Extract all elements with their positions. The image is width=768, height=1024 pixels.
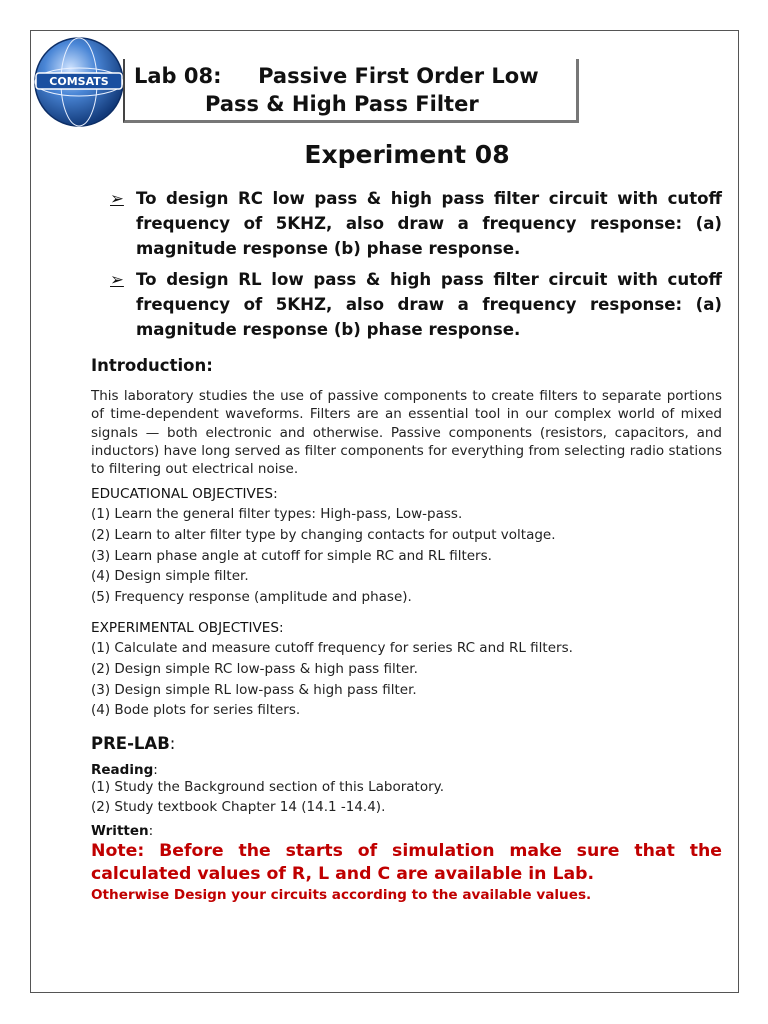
label-colon: : (153, 762, 158, 778)
heading-colon: : (273, 486, 278, 502)
written-title: Written (91, 823, 149, 839)
prelab-note: Note: Before the starts of simulation make sure that the calculated values of R, L and C are available in Lab. (91, 841, 722, 884)
reading-list (91, 777, 444, 817)
list-item: (3) Learn phase angle at cutoff for simple RC and RL filters. (91, 547, 492, 564)
educational-objectives-heading (91, 486, 278, 502)
prelab-note-sub: Otherwise Design your circuits according to the available values. (91, 887, 592, 903)
prelab-heading (91, 734, 175, 753)
list-item: (4) Design simple filter. (91, 568, 249, 585)
title-line-1: Lab 08: Passive First Order Low (134, 64, 539, 88)
aim-item (110, 186, 722, 261)
aim-text: To design RC low pass & high pass filter circuit with cutoff frequency of 5KHZ, also draw a frequency response: (a) magnitude response (b) phase response. (136, 189, 722, 258)
educational-objectives-title: EDUCATIONAL OBJECTIVES (91, 486, 274, 502)
experimental-objectives-title: EXPERIMENTAL OBJECTIVES (91, 620, 280, 636)
list-item: (1) Calculate and measure cutoff frequency for series RC and RL filters. (91, 640, 573, 656)
list-item: (1) Learn the general filter types: High-pass, Low-pass. (91, 506, 463, 522)
introduction-body: This laboratory studies the use of passive components to create filters to separate portions of time-dependent waveforms. Filters are an essential tool in our complex world of mixed signals — both electronic and otherwise. Passive components (resistors, capacitors, and inductors) have long served as filter components for everything from selecting radio stations to filtering out electrical noise. (91, 388, 722, 478)
written-label (91, 823, 153, 839)
arrow-bullet-icon: ➢ (110, 189, 124, 208)
page-title (134, 62, 574, 118)
label-colon: : (148, 823, 154, 839)
list-item: (2) Design simple RC low-pass & high pass filter. (91, 660, 418, 677)
arrow-bullet-icon: ➢ (110, 270, 124, 289)
experiment-title: Experiment 08 (304, 140, 510, 169)
logo-text: COMSATS (49, 75, 109, 88)
list-item: (1) Study the Background section of this Laboratory. (91, 779, 445, 795)
experimental-objectives-list (91, 638, 573, 721)
list-item: (2) Study textbook Chapter 14 (14.1 -14.4). (91, 799, 386, 815)
prelab-title: PRE-LAB (91, 734, 170, 753)
aim-item (110, 267, 722, 342)
aim-text: To design RL low pass & high pass filter circuit with cutoff frequency of 5KHZ, also draw a frequency response: (a) magnitude response (b) phase response. (136, 270, 722, 339)
experimental-objectives-heading (91, 620, 284, 636)
list-item: (2) Learn to alter filter type by changing contacts for output voltage. (91, 526, 556, 543)
heading-colon: : (279, 620, 284, 636)
list-item: (5) Frequency response (amplitude and phase). (91, 589, 412, 606)
heading-colon: : (169, 734, 176, 753)
educational-objectives-list (91, 504, 556, 608)
introduction-heading: Introduction: (91, 356, 213, 375)
list-item: (4) Bode plots for series filters. (91, 702, 301, 719)
title-line-2: Pass & High Pass Filter (205, 92, 479, 116)
reading-label (91, 762, 158, 778)
list-item: (3) Design simple RL low-pass & high pass filter. (91, 681, 417, 698)
reading-title: Reading (91, 762, 154, 778)
comsats-logo (33, 36, 125, 128)
